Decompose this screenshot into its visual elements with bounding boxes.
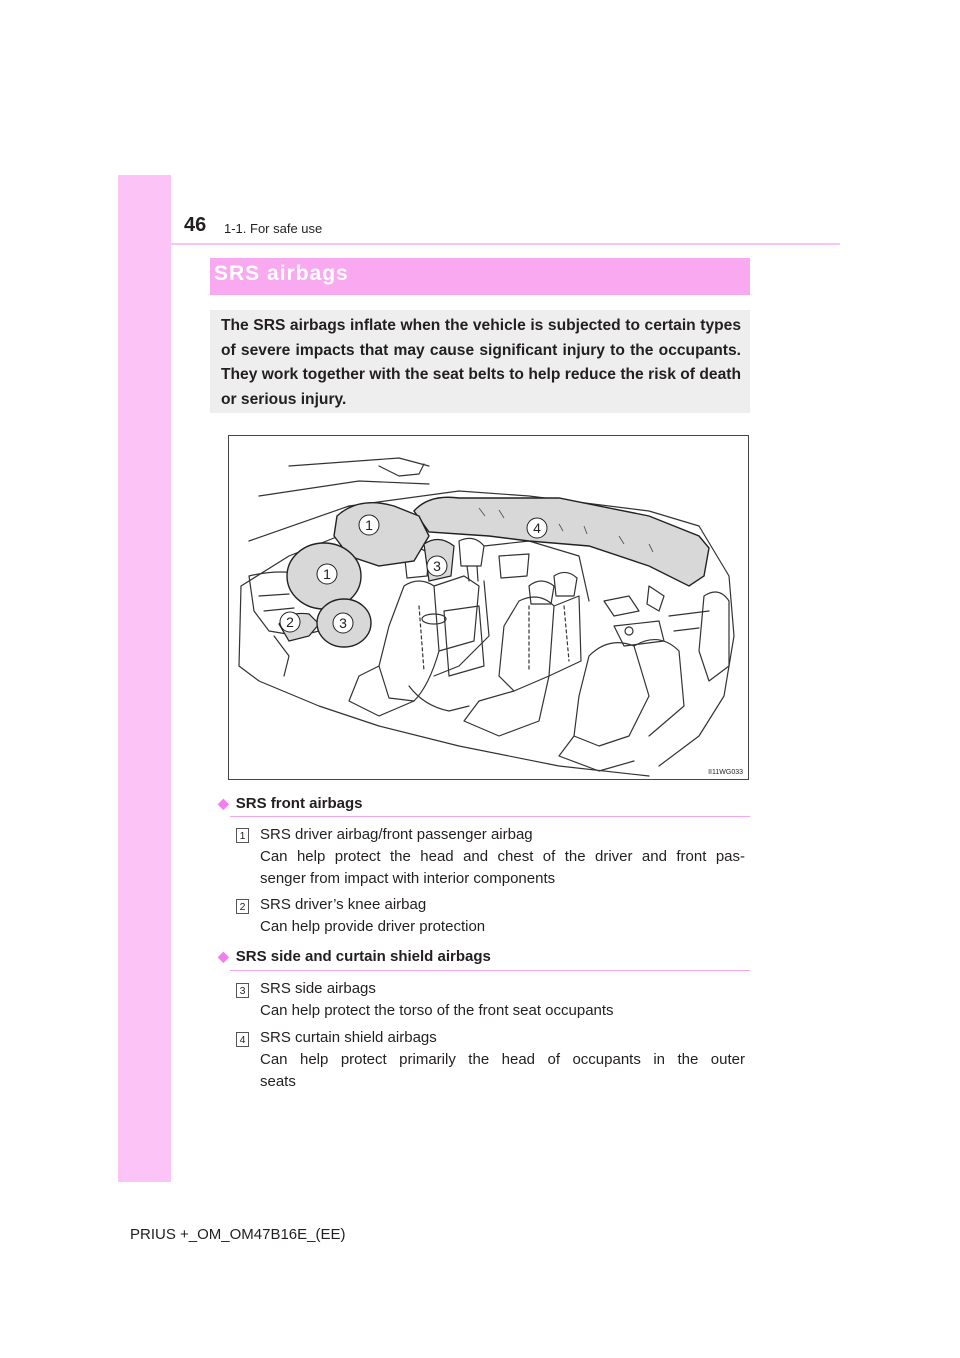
item-name: SRS driver airbag/front passenger airbag — [260, 826, 533, 843]
item-knee-airbag — [260, 894, 745, 938]
item-curtain-shield-airbags — [260, 1027, 745, 1093]
item-name: SRS curtain shield airbags — [260, 1029, 437, 1046]
callout-label: 1 — [365, 517, 373, 533]
item-driver-passenger-airbag — [260, 824, 745, 890]
callout-label: 4 — [533, 520, 541, 536]
intro-text: The SRS airbags inflate when the vehicle is subjected to certain types of severe impacts that may cause significant injury to the occupants. They work together with the seat belts to help reduce the risk of death or serious injury. — [221, 317, 741, 408]
figure-code: II11WG033 — [708, 769, 743, 776]
section-heading-side-curtain-airbags — [218, 948, 491, 965]
callout-label: 3 — [339, 615, 347, 631]
item-description-line1: Can help protect the head and chest of the driver and front pas- — [260, 848, 745, 865]
diamond-bullet-icon: ◆ — [218, 795, 229, 811]
item-description-line2: seats — [260, 1073, 296, 1090]
section-heading-text: SRS side and curtain shield airbags — [235, 948, 491, 965]
item-number-badge: 2 — [236, 899, 249, 914]
diamond-bullet-icon: ◆ — [218, 948, 229, 964]
item-description-line1: Can help protect primarily the head of occupants in the outer — [260, 1051, 745, 1068]
callout-label: 2 — [286, 614, 294, 630]
item-name: SRS driver’s knee airbag — [260, 896, 427, 913]
section-heading-text: SRS front airbags — [235, 795, 363, 812]
page-title: SRS airbags — [214, 262, 349, 285]
item-name: SRS side airbags — [260, 980, 376, 997]
item-number-badge: 3 — [236, 983, 249, 998]
item-description: Can help protect the torso of the front seat occupants — [260, 1002, 614, 1019]
item-number-badge: 1 — [236, 828, 249, 843]
section-divider — [230, 816, 750, 817]
airbag-illustration — [228, 435, 749, 780]
document-footer: PRIUS +_OM_OM47B16E_(EE) — [130, 1226, 346, 1243]
section-divider — [230, 970, 750, 971]
page-number: 46 — [184, 214, 207, 236]
callout-label: 1 — [323, 566, 331, 582]
item-number-badge: 4 — [236, 1032, 249, 1047]
item-side-airbags — [260, 978, 745, 1022]
header-divider — [118, 243, 840, 245]
item-description: Can help provide driver protection — [260, 918, 486, 935]
section-heading-front-airbags — [218, 795, 362, 812]
callout-label: 3 — [433, 558, 441, 574]
vehicle-interior-drawing — [229, 436, 748, 779]
section-header: 1-1. For safe use — [224, 221, 323, 236]
chapter-sidebar-tab — [118, 175, 171, 1182]
item-description-line2: senger from impact with interior components — [260, 870, 556, 887]
